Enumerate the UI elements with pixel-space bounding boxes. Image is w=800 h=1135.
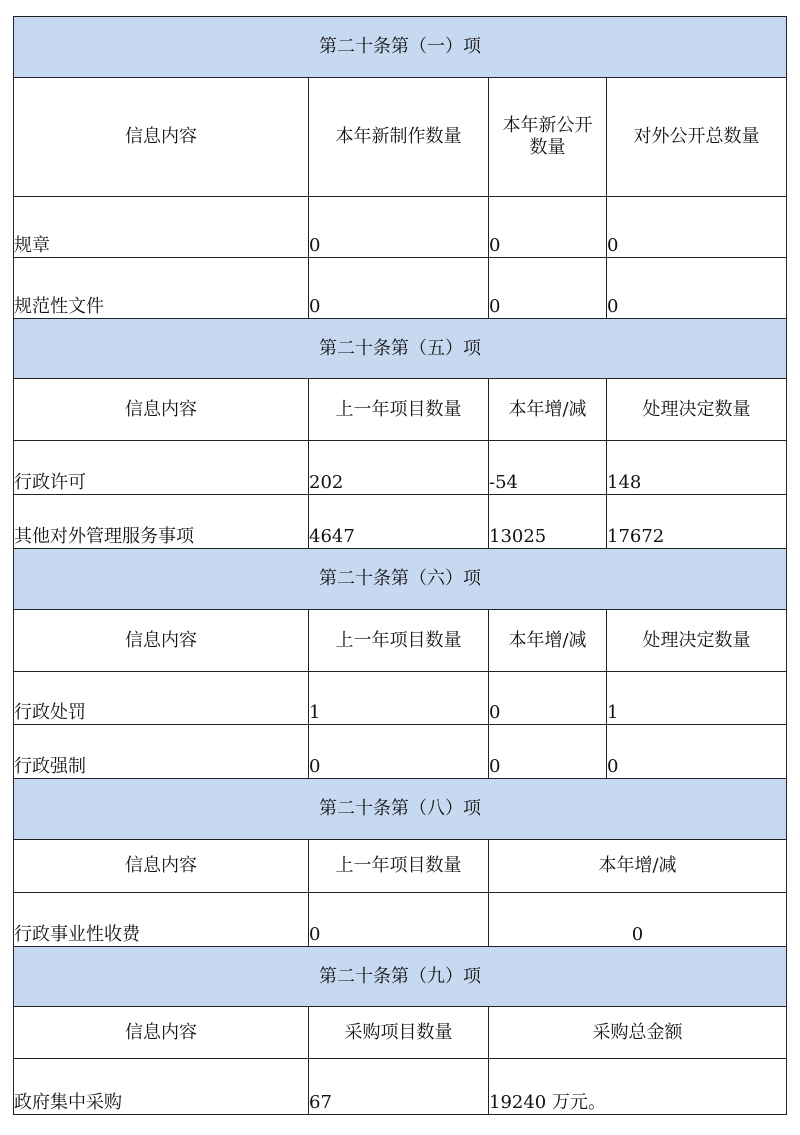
column-header: 处理决定数量 <box>607 610 787 672</box>
column-header: 本年增/减 <box>489 379 607 441</box>
table-header-row <box>14 379 787 441</box>
column-header: 采购项目数量 <box>309 1007 489 1059</box>
section-header <box>14 17 787 78</box>
cell-value: 4647 <box>309 495 489 549</box>
column-header <box>489 78 607 197</box>
table-header-row <box>14 78 787 197</box>
section-title: 第二十条第（一）项 <box>14 17 787 78</box>
table-row <box>14 197 787 258</box>
column-header: 信息内容 <box>14 1007 309 1059</box>
table-row <box>14 725 787 779</box>
row-label: 政府集中采购 <box>14 1059 309 1115</box>
table-row <box>14 441 787 495</box>
cell-value: 0 <box>309 725 489 779</box>
cell-value: -54 <box>489 441 607 495</box>
column-header: 上一年项目数量 <box>309 610 489 672</box>
section-header <box>14 779 787 840</box>
table-header-row <box>14 840 787 893</box>
column-header: 上一年项目数量 <box>309 379 489 441</box>
column-header-line: 本年新公开 <box>502 115 593 137</box>
column-header: 信息内容 <box>14 379 309 441</box>
section-header <box>14 549 787 610</box>
column-header: 处理决定数量 <box>607 379 787 441</box>
cell-value: 0 <box>607 258 787 319</box>
cell-value: 0 <box>489 672 607 725</box>
table-header-row <box>14 610 787 672</box>
cell-value: 1 <box>607 672 787 725</box>
cell-value: 148 <box>607 441 787 495</box>
row-label: 行政强制 <box>14 725 309 779</box>
section-header <box>14 947 787 1007</box>
column-header: 信息内容 <box>14 840 309 893</box>
cell-value: 17672 <box>607 495 787 549</box>
disclosure-table <box>13 16 787 1115</box>
cell-value: 0 <box>309 258 489 319</box>
column-header: 对外公开总数量 <box>607 78 787 197</box>
section-title: 第二十条第（八）项 <box>14 779 787 840</box>
column-header: 采购总金额 <box>489 1007 787 1059</box>
cell-value: 1 <box>309 672 489 725</box>
table-header-row <box>14 1007 787 1059</box>
column-header: 信息内容 <box>14 78 309 197</box>
section-title: 第二十条第（九）项 <box>14 947 787 1007</box>
column-header: 本年新制作数量 <box>309 78 489 197</box>
column-header: 本年增/减 <box>489 840 787 893</box>
section-header <box>14 319 787 379</box>
column-header: 信息内容 <box>14 610 309 672</box>
table-row <box>14 1059 787 1115</box>
cell-value: 0 <box>489 197 607 258</box>
row-label: 规章 <box>14 197 309 258</box>
cell-value: 13025 <box>489 495 607 549</box>
column-header: 上一年项目数量 <box>309 840 489 893</box>
table-row <box>14 495 787 549</box>
cell-value: 19240 万元。 <box>489 1059 787 1115</box>
cell-value: 0 <box>489 258 607 319</box>
cell-value: 202 <box>309 441 489 495</box>
cell-value: 0 <box>489 893 787 947</box>
cell-value: 67 <box>309 1059 489 1115</box>
cell-value: 0 <box>607 197 787 258</box>
table-row <box>14 258 787 319</box>
cell-value: 0 <box>309 893 489 947</box>
cell-value: 0 <box>489 725 607 779</box>
row-label: 行政处罚 <box>14 672 309 725</box>
cell-value: 0 <box>309 197 489 258</box>
table-row <box>14 893 787 947</box>
table-row <box>14 672 787 725</box>
section-title: 第二十条第（五）项 <box>14 319 787 379</box>
column-header: 本年增/减 <box>489 610 607 672</box>
row-label: 行政许可 <box>14 441 309 495</box>
row-label: 其他对外管理服务事项 <box>14 495 309 549</box>
column-header-line: 数量 <box>529 137 566 158</box>
row-label: 规范性文件 <box>14 258 309 319</box>
cell-value: 0 <box>607 725 787 779</box>
section-title: 第二十条第（六）项 <box>14 549 787 610</box>
row-label: 行政事业性收费 <box>14 893 309 947</box>
